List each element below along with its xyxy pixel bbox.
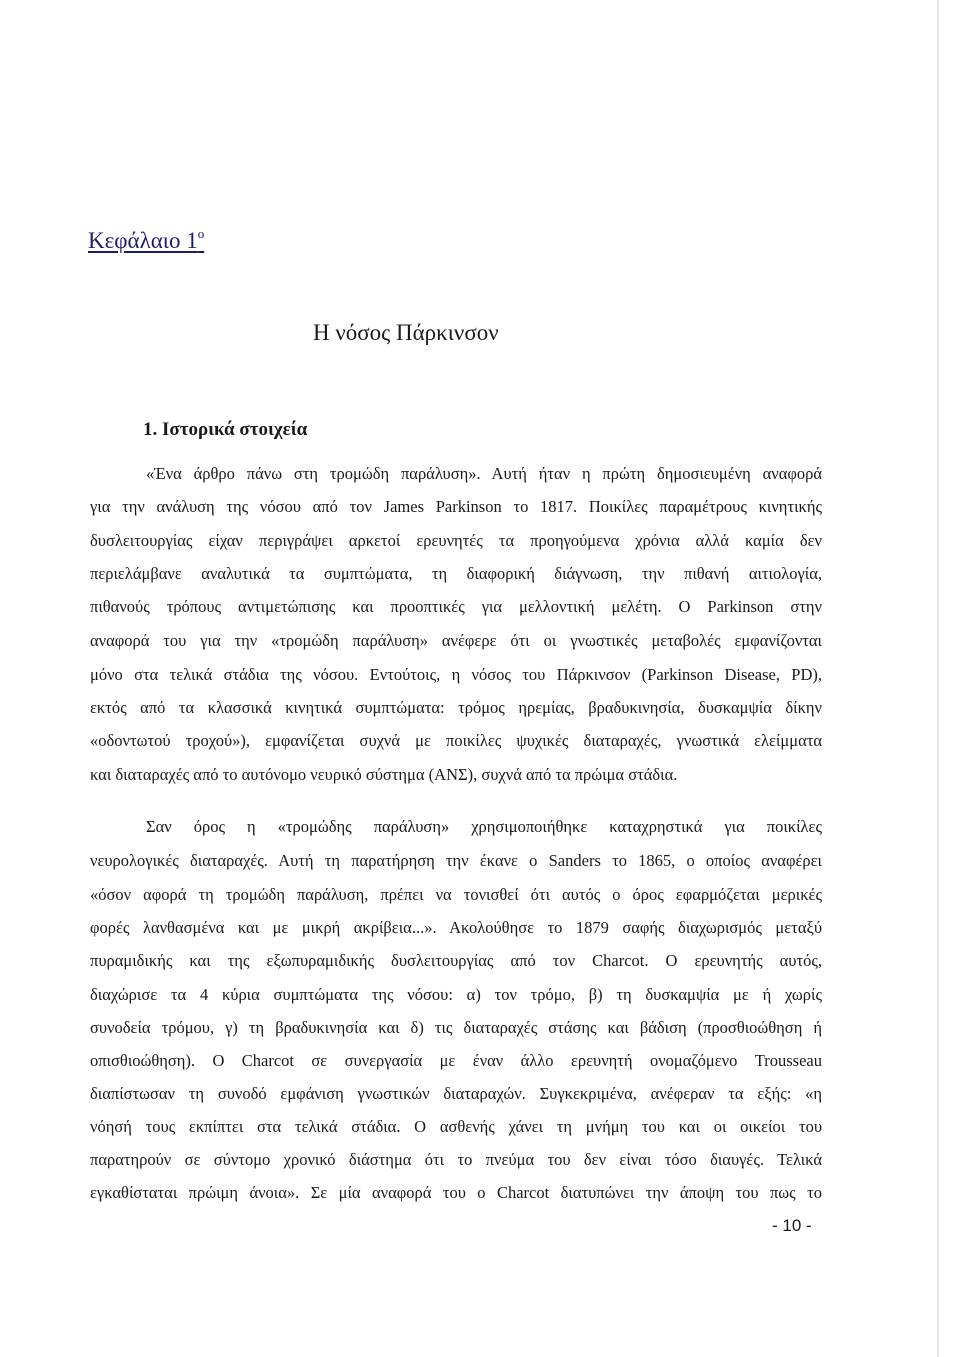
- text-line: αναφορά του για την «τρομώδη παράλυση» ανέφερε ότι οι γνωστικές μεταβολές εμφανίζονται: [90, 631, 822, 650]
- chapter-label: Κεφάλαιο 1: [88, 228, 198, 253]
- text-line: δυσλειτουργίας είχαν περιγράψει αρκετοί ερευνητές τα προηγούμενα χρόνια αλλά καμία δεν: [90, 531, 822, 550]
- text-line: διαχώρισε τα 4 κύρια συμπτώματα της νόσου: α) τον τρόμο, β) τη δυσκαμψία με ή χωρίς: [90, 985, 822, 1004]
- text-line: πυραμιδικής και της εξωπυραμιδικής δυσλειτουργίας από τον Charcot. Ο ερευνητής αυτός,: [90, 951, 822, 970]
- text-line: νόησή τους εκπίπτει στα τελικά στάδια. Ο ασθενής χάνει τη μνήμη του και οι οικείοι του: [90, 1117, 822, 1136]
- scan-edge: [937, 0, 939, 1357]
- text-line: οπισθιοώθηση). Ο Charcot σε συνεργασία με έναν άλλο ερευνητή ονομαζόμενο Trousseau: [90, 1051, 822, 1070]
- text-line: μόνο στα τελικά στάδια της νόσου. Εντούτοις, η νόσος του Πάρκινσον (Parkinson Disease, PD),: [90, 665, 822, 684]
- chapter-heading: [88, 226, 204, 254]
- text-line: διαπίστωσαν τη συνοδό εμφάνιση γνωστικών διαταραχών. Συγκεκριμένα, ανέφεραν τα εξής: «η: [90, 1084, 822, 1103]
- text-line: Σαν όρος η «τρομώδης παράλυση» χρησιμοποιήθηκε καταχρηστικά για ποικίλες: [146, 817, 822, 836]
- text-line: εκτός από τα κλασσικά κινητικά συμπτώματα: τρόμος ηρεμίας, βραδυκινησία, δυσκαμψία δίκην: [90, 698, 822, 717]
- text-line: και διαταραχές από το αυτόνομο νευρικό σύστημα (ΑΝΣ), συχνά από τα πρώιμα στάδια.: [90, 765, 678, 784]
- text-line: «οδοντωτού τροχού»), εμφανίζεται συχνά με ποικίλες ψυχικές διαταραχές, γνωστικά ελείμματα: [90, 731, 822, 750]
- text-line: νευρολογικές διαταραχές. Αυτή τη παρατήρηση την έκανε ο Sanders το 1865, ο οποίος αναφέρει: [90, 851, 822, 870]
- text-line: για την ανάλυση της νόσου από τον James Parkinson το 1817. Ποικίλες παραμέτρους κινητικής: [90, 497, 822, 516]
- section-heading: 1. Ιστορικά στοιχεία: [143, 419, 308, 440]
- text-line: εγκαθίσταται πρώιμη άνοια». Σε μία αναφορά του ο Charcot διατυπώνει την άποψη του πως το: [90, 1183, 822, 1202]
- text-line: πιθανούς τρόπους αντιμετώπισης και προοπτικές για μελλοντική μελέτη. Ο Parkinson στην: [90, 597, 822, 616]
- text-line: φορές λανθασμένα και με μικρή ακρίβεια...». Ακολούθησε το 1879 σαφής διαχωρισμός μεταξύ: [90, 918, 822, 937]
- text-line: συνοδεία τρόμου, γ) τη βραδυκινησία και δ) τις διαταραχές στάσης και βάδιση (προσθιοώθηση ή: [90, 1018, 822, 1037]
- text-line: περιελάμβανε αναλυτικά τα συμπτώματα, τη διαφορική διάγνωση, την πιθανή αιτιολογία,: [90, 564, 822, 583]
- page-title: Η νόσος Πάρκινσον: [313, 320, 499, 345]
- chapter-superscript: ο: [197, 226, 205, 241]
- text-line: παρατηρούν σε σύντομο χρονικό διάστημα ότι το πνεύμα του δεν είναι τόσο διαυγές. Τελικά: [90, 1150, 822, 1169]
- page-number: - 10 -: [772, 1216, 812, 1235]
- text-line: «Ένα άρθρο πάνω στη τρομώδη παράλυση». Αυτή ήταν η πρώτη δημοσιευμένη αναφορά: [146, 464, 822, 483]
- text-line: «όσον αφορά τη τρομώδη παράλυση, πρέπει να τονισθεί ότι αυτός ο όρος εφαρμόζεται μερικές: [90, 885, 822, 904]
